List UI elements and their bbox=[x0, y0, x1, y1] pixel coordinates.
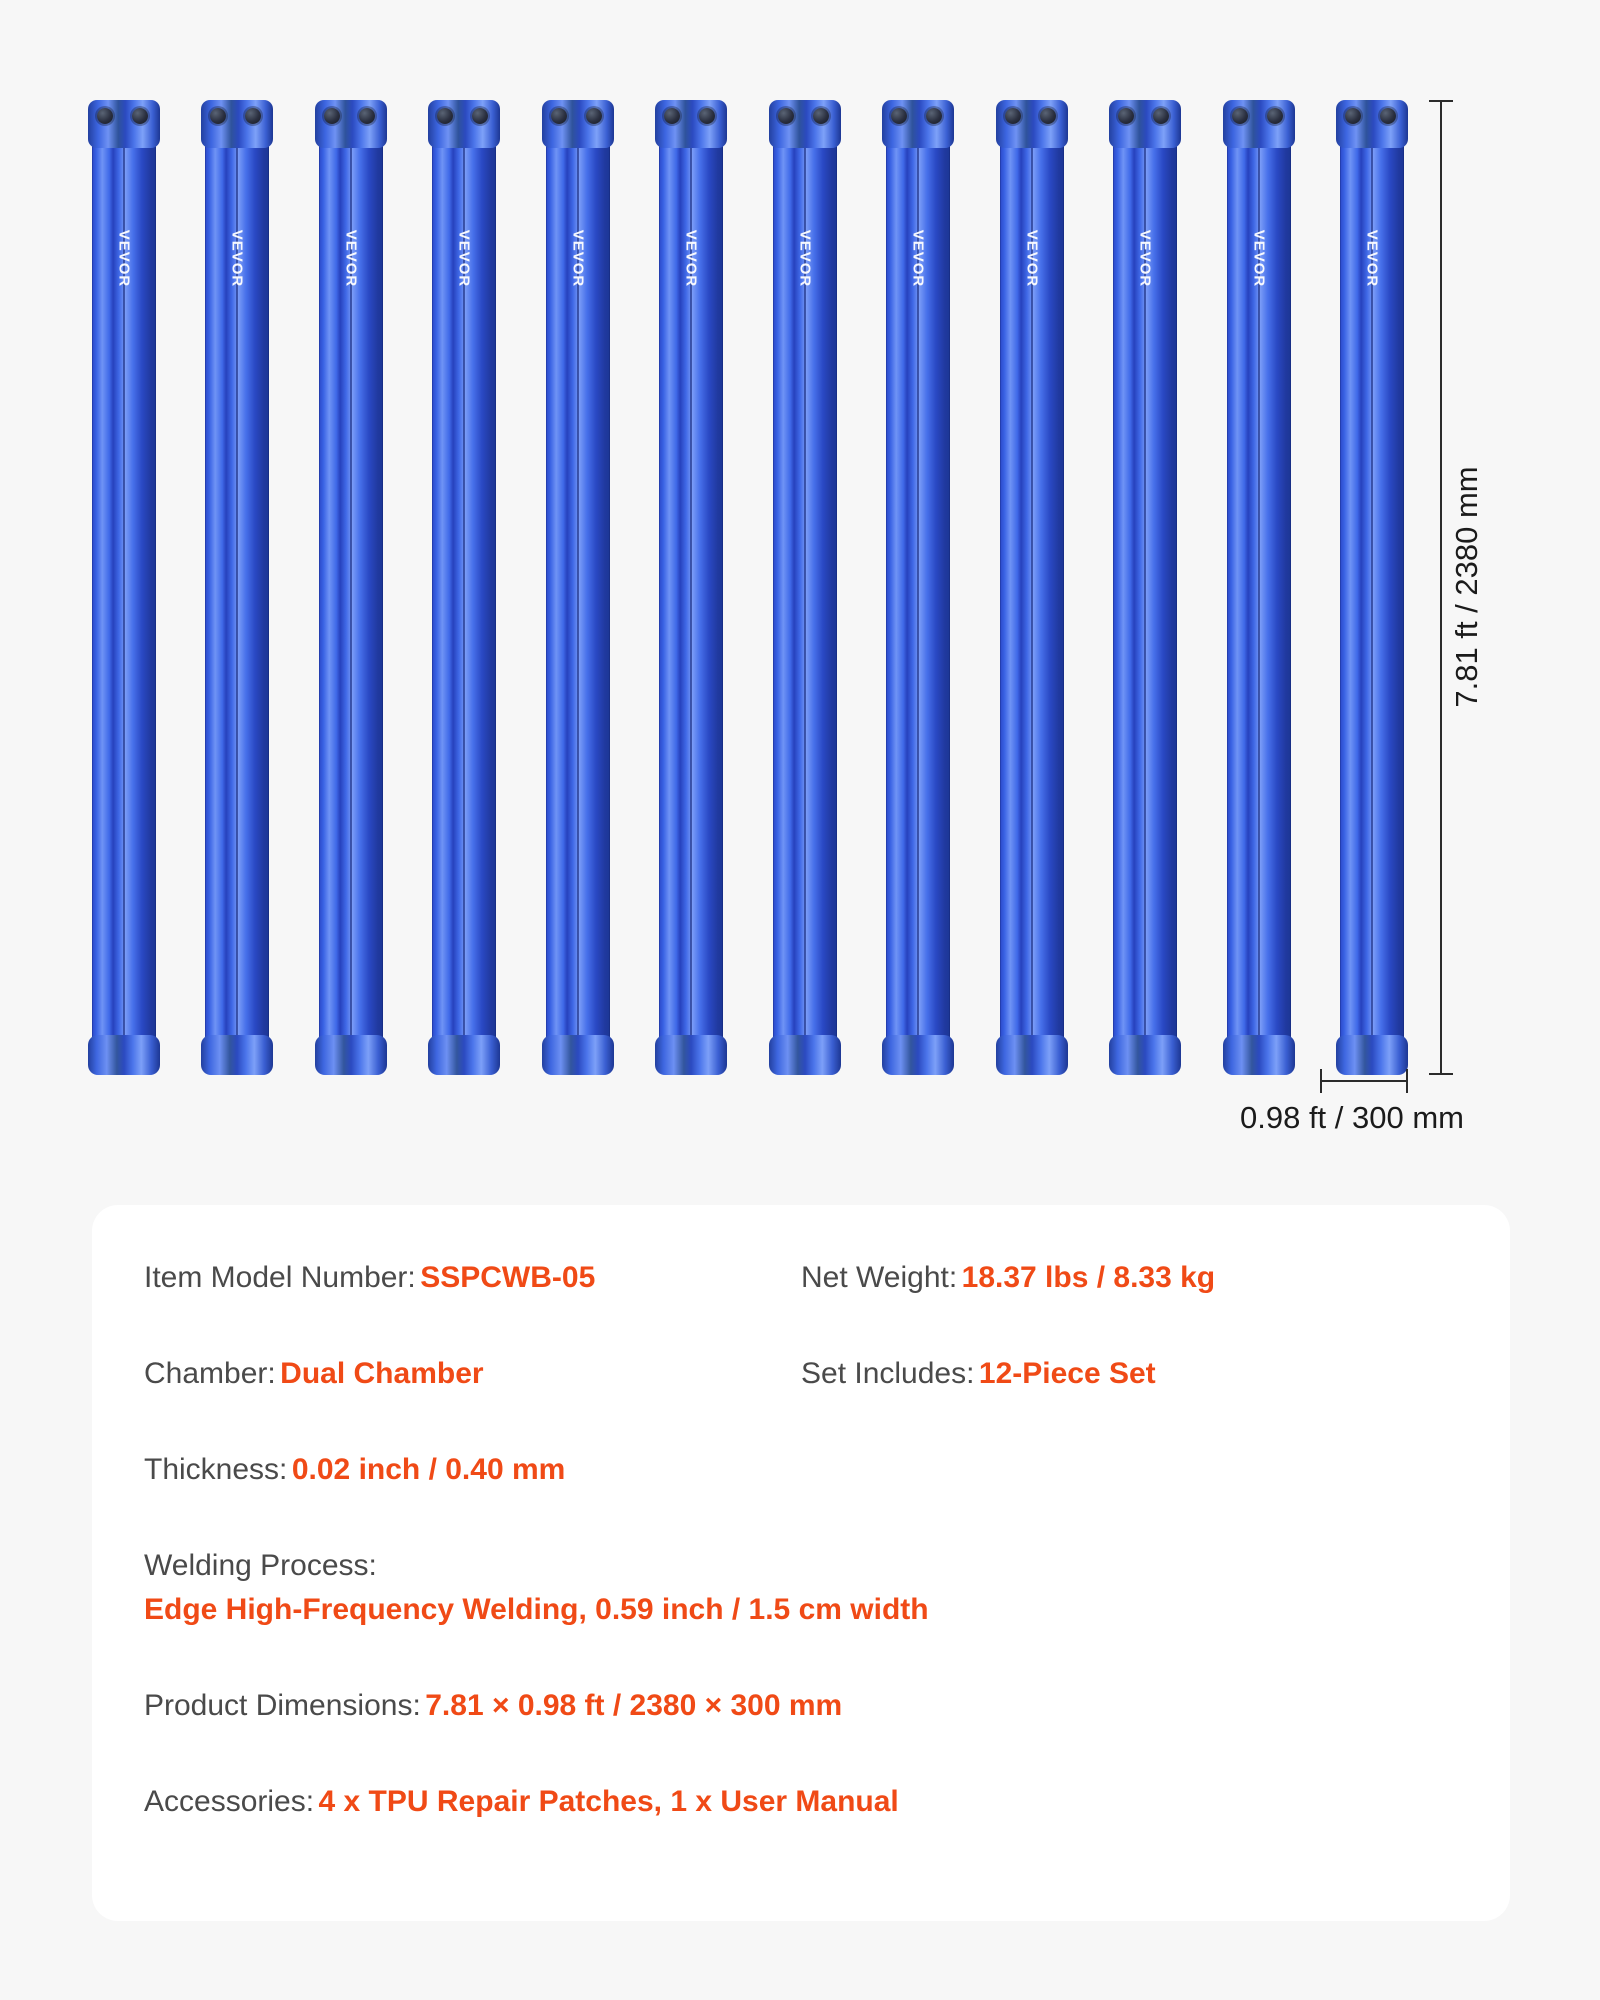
spec-row bbox=[144, 1549, 1458, 1689]
bottom-weld bbox=[1109, 1035, 1181, 1075]
brand-logo: VEVOR bbox=[1250, 229, 1268, 288]
brand-logo: VEVOR bbox=[909, 229, 927, 288]
product-bar bbox=[882, 100, 954, 1075]
width-dimension-label: 0.98 ft / 300 mm bbox=[1240, 1100, 1464, 1135]
valve-icon bbox=[813, 108, 829, 124]
top-weld bbox=[315, 100, 387, 148]
spec-label: Product Dimensions: bbox=[144, 1689, 421, 1722]
valve-icon bbox=[359, 108, 375, 124]
brand-logo: VEVOR bbox=[1136, 229, 1154, 288]
dimension-cap-bottom bbox=[1429, 1073, 1453, 1075]
bottom-weld bbox=[769, 1035, 841, 1075]
spec-item-model-number bbox=[144, 1261, 801, 1357]
spec-label: Chamber: bbox=[144, 1357, 276, 1390]
spec-value: SSPCWB-05 bbox=[420, 1261, 596, 1294]
bar-group bbox=[88, 100, 1408, 1075]
valve-icon bbox=[586, 108, 602, 124]
product-bar bbox=[88, 100, 160, 1075]
spec-value: 0.02 inch / 0.40 mm bbox=[291, 1453, 566, 1486]
product-bar bbox=[428, 100, 500, 1075]
brand-logo: VEVOR bbox=[342, 229, 360, 288]
spec-empty bbox=[801, 1453, 1458, 1549]
valve-icon bbox=[1267, 108, 1283, 124]
spec-net-weight bbox=[801, 1261, 1458, 1357]
product-bar bbox=[1109, 100, 1181, 1075]
brand-logo: VEVOR bbox=[115, 229, 133, 288]
bottom-weld bbox=[542, 1035, 614, 1075]
spec-set-includes bbox=[801, 1357, 1458, 1453]
height-dimension-line bbox=[1440, 100, 1442, 1075]
valve-icon bbox=[551, 108, 567, 124]
spec-value: Dual Chamber bbox=[280, 1357, 484, 1390]
width-dimension-line bbox=[1320, 1080, 1408, 1082]
spec-label: Net Weight: bbox=[801, 1261, 958, 1294]
specifications-card bbox=[92, 1205, 1510, 1921]
top-weld bbox=[88, 100, 160, 148]
spec-row bbox=[144, 1785, 1458, 1881]
spec-row bbox=[144, 1261, 1458, 1357]
top-weld bbox=[996, 100, 1068, 148]
product-bar bbox=[315, 100, 387, 1075]
brand-logo: VEVOR bbox=[796, 229, 814, 288]
valve-icon bbox=[1345, 108, 1361, 124]
top-weld bbox=[655, 100, 727, 148]
spec-welding-process bbox=[144, 1549, 1458, 1689]
product-bar bbox=[996, 100, 1068, 1075]
spec-label: Set Includes: bbox=[801, 1357, 975, 1390]
spec-label: Welding Process: bbox=[144, 1549, 377, 1582]
bottom-weld bbox=[882, 1035, 954, 1075]
valve-icon bbox=[1153, 108, 1169, 124]
spec-label: Thickness: bbox=[144, 1453, 288, 1486]
brand-logo: VEVOR bbox=[228, 229, 246, 288]
spec-accessories bbox=[144, 1785, 1458, 1881]
spec-value: 4 x TPU Repair Patches, 1 x User Manual bbox=[318, 1785, 899, 1818]
brand-logo: VEVOR bbox=[1363, 229, 1381, 288]
product-bar bbox=[201, 100, 273, 1075]
valve-icon bbox=[1118, 108, 1134, 124]
bottom-weld bbox=[655, 1035, 727, 1075]
bottom-weld bbox=[996, 1035, 1068, 1075]
spec-value: 7.81 × 0.98 ft / 2380 × 300 mm bbox=[425, 1689, 843, 1722]
spec-value: 12-Piece Set bbox=[978, 1357, 1156, 1390]
product-bar bbox=[542, 100, 614, 1075]
valve-icon bbox=[1040, 108, 1056, 124]
bottom-weld bbox=[201, 1035, 273, 1075]
top-weld bbox=[201, 100, 273, 148]
bottom-weld bbox=[428, 1035, 500, 1075]
dimension-cap-right bbox=[1406, 1069, 1408, 1093]
valve-icon bbox=[97, 108, 113, 124]
brand-logo: VEVOR bbox=[682, 229, 700, 288]
bottom-weld bbox=[88, 1035, 160, 1075]
brand-logo: VEVOR bbox=[455, 229, 473, 288]
bottom-weld bbox=[1223, 1035, 1295, 1075]
spec-value: Edge High-Frequency Welding, 0.59 inch / 1.5 cm width bbox=[144, 1593, 929, 1626]
dimension-cap-top bbox=[1429, 100, 1453, 102]
valve-icon bbox=[132, 108, 148, 124]
spec-row bbox=[144, 1453, 1458, 1549]
product-bar bbox=[655, 100, 727, 1075]
top-weld bbox=[882, 100, 954, 148]
valve-icon bbox=[778, 108, 794, 124]
top-weld bbox=[1109, 100, 1181, 148]
top-weld bbox=[542, 100, 614, 148]
product-bar bbox=[1223, 100, 1295, 1075]
spec-product-dimensions bbox=[144, 1689, 1458, 1785]
valve-icon bbox=[1232, 108, 1248, 124]
valve-icon bbox=[324, 108, 340, 124]
top-weld bbox=[428, 100, 500, 148]
top-weld bbox=[769, 100, 841, 148]
spec-chamber bbox=[144, 1357, 801, 1453]
bottom-weld bbox=[315, 1035, 387, 1075]
bottom-weld bbox=[1336, 1035, 1408, 1075]
brand-logo: VEVOR bbox=[1023, 229, 1041, 288]
valve-icon bbox=[1005, 108, 1021, 124]
spec-row bbox=[144, 1689, 1458, 1785]
spec-row bbox=[144, 1357, 1458, 1453]
top-weld bbox=[1223, 100, 1295, 148]
spec-label: Item Model Number: bbox=[144, 1261, 416, 1294]
product-bar bbox=[769, 100, 841, 1075]
top-weld bbox=[1336, 100, 1408, 148]
valve-icon bbox=[1380, 108, 1396, 124]
dimension-cap-left bbox=[1320, 1069, 1322, 1093]
brand-logo: VEVOR bbox=[569, 229, 587, 288]
spec-thickness bbox=[144, 1453, 801, 1549]
product-bar bbox=[1336, 100, 1408, 1075]
spec-label: Accessories: bbox=[144, 1785, 315, 1818]
spec-value: 18.37 lbs / 8.33 kg bbox=[961, 1261, 1216, 1294]
height-dimension-label: 7.81 ft / 2380 mm bbox=[1449, 466, 1484, 708]
